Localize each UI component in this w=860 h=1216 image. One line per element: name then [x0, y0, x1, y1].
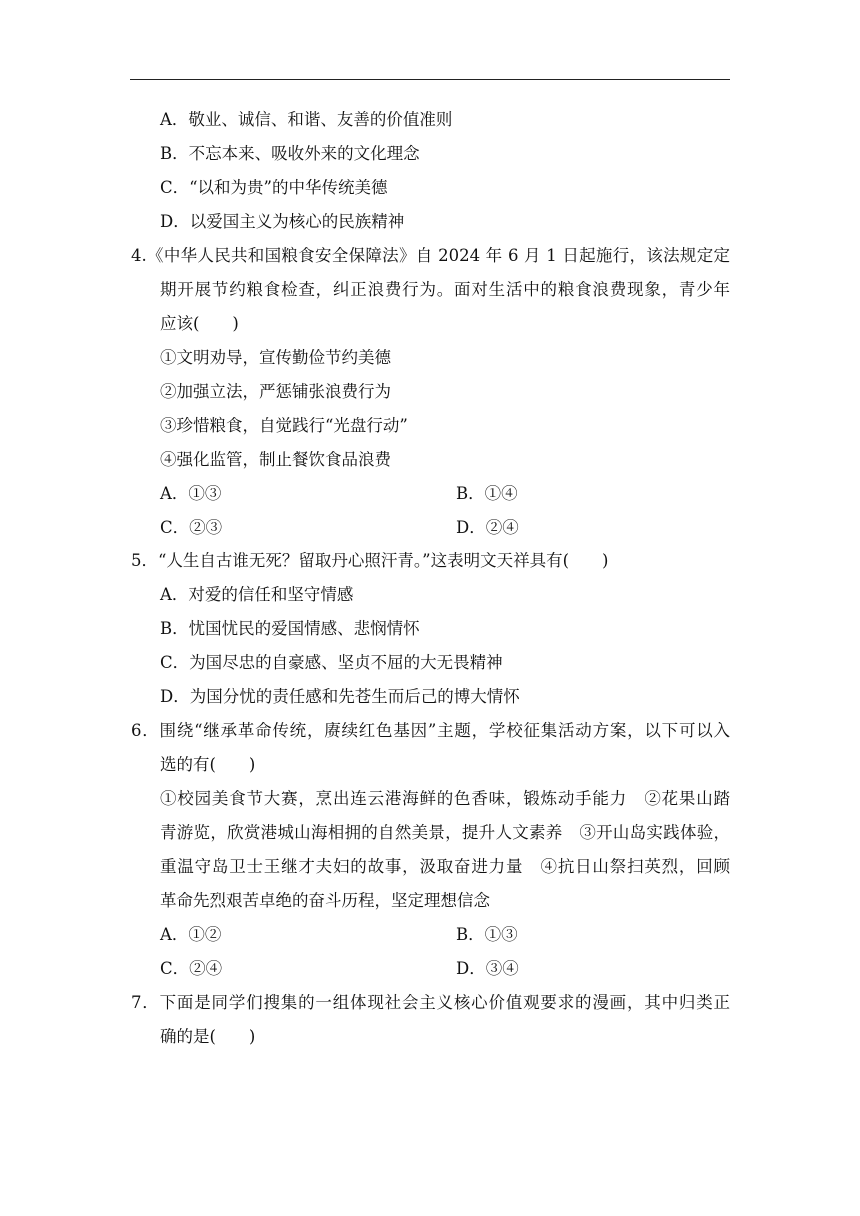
- q3-option-d: D．以爱国主义为核心的民族精神: [160, 212, 405, 231]
- q6-body-line-4: 革命先烈艰苦卓绝的奋斗历程，坚定理想信念: [160, 891, 490, 910]
- q3-option-b: B．不忘本来、吸收外来的文化理念: [160, 144, 420, 163]
- header-rule: [130, 79, 730, 80]
- q4-option-a: A．①③: [160, 484, 222, 503]
- q6-option-d: D．③④: [456, 959, 519, 978]
- q5-option-a: A．对爱的信任和坚守情感: [160, 585, 354, 604]
- q5-option-c: C．为国尽忠的自豪感、坚贞不屈的大无畏精神: [160, 653, 503, 672]
- q6-stem-line-1: 6．围绕“继承革命传统，赓续红色基因”主题，学校征集活动方案，以下可以入: [131, 721, 730, 740]
- q6-body-line-3: 重温守岛卫士王继才夫妇的故事，汲取奋进力量 ④抗日山祭扫英烈，回顾: [160, 857, 730, 876]
- q7-stem-line-2: 确的是( ): [160, 1027, 256, 1046]
- q4-option-d: D．②④: [456, 518, 519, 537]
- q5-option-b: B．忧国忧民的爱国情感、悲悯情怀: [160, 619, 420, 638]
- q4-item-1: ①文明劝导，宣传勤俭节约美德: [160, 348, 391, 367]
- q4-item-4: ④强化监管，制止餐饮食品浪费: [160, 450, 391, 469]
- q4-option-c: C．②③: [160, 518, 223, 537]
- q6-body-line-2: 青游览，欣赏港城山海相拥的自然美景，提升人文素养 ③开山岛实践体验，: [160, 823, 730, 842]
- q4-stem-line-3: 应该( ): [160, 314, 239, 333]
- q7-stem-line-1: 7．下面是同学们搜集的一组体现社会主义核心价值观要求的漫画，其中归类正: [131, 993, 730, 1012]
- q6-body-line-1: ①校园美食节大赛，烹出连云港海鲜的色香味，锻炼动手能力 ②花果山踏: [160, 789, 730, 808]
- q6-option-c: C．②④: [160, 959, 223, 978]
- q4-item-3: ③珍惜粮食，自觉践行“光盘行动”: [160, 416, 408, 435]
- q4-option-b: B．①④: [456, 484, 518, 503]
- q4-stem-line-2: 期开展节约粮食检查，纠正浪费行为。面对生活中的粮食浪费现象，青少年: [160, 280, 730, 299]
- q4-item-2: ②加强立法，严惩铺张浪费行为: [160, 382, 391, 401]
- q6-option-b: B．①③: [456, 925, 518, 944]
- q6-stem-line-2: 选的有( ): [160, 755, 256, 774]
- q3-option-a: A．敬业、诚信、和谐、友善的价值准则: [160, 110, 453, 129]
- q5-stem: 5．“人生自古谁无死？留取丹心照汗青。”这表明文天祥具有( ): [131, 551, 609, 570]
- q3-option-c: C．“以和为贵”的中华传统美德: [160, 178, 388, 197]
- q5-option-d: D．为国分忧的责任感和先苍生而后己的博大情怀: [160, 687, 520, 706]
- q4-stem-line-1: 4.《中华人民共和国粮食安全保障法》自 2024 年 6 月 1 日起施行，该法规定定: [131, 246, 730, 265]
- q6-option-a: A．①②: [160, 925, 222, 944]
